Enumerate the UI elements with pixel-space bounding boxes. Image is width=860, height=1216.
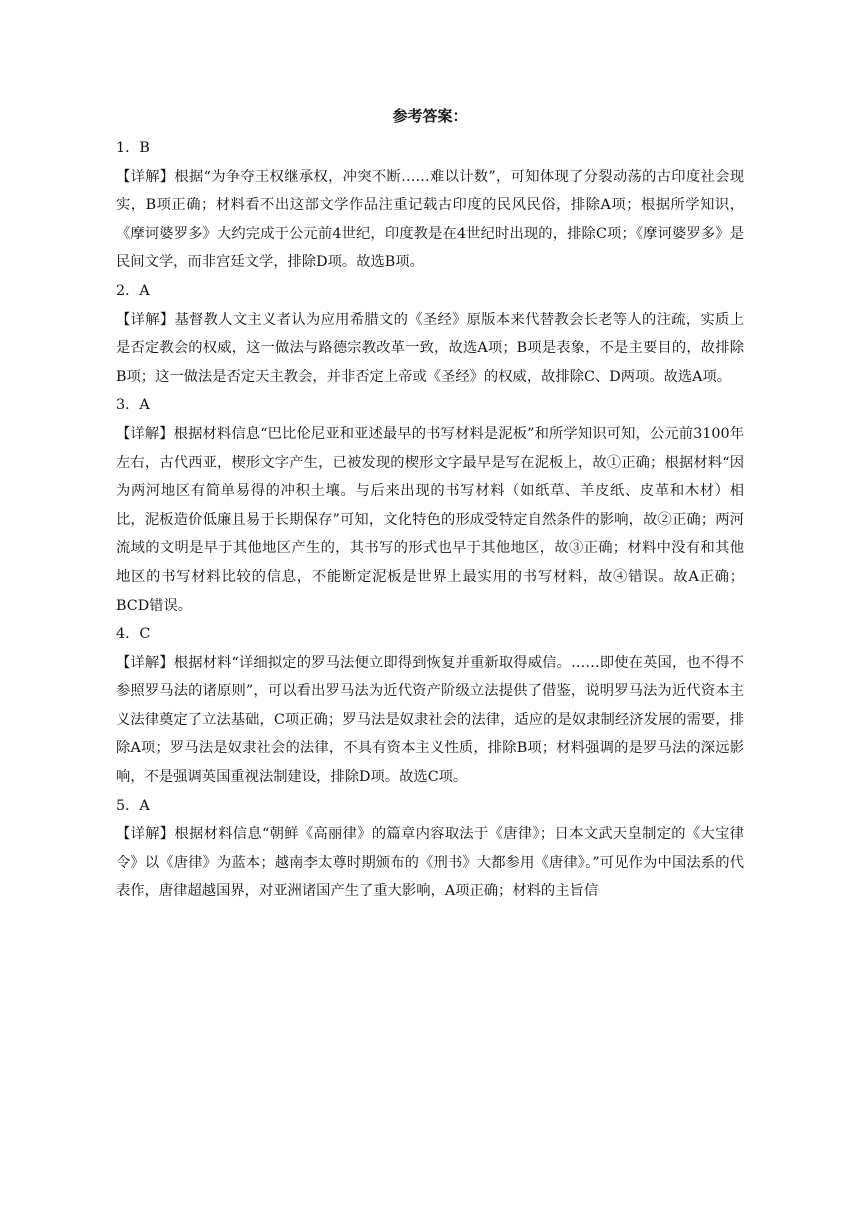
answer-explanation: 【详解】根据材料信息“巴比伦尼亚和亚述最早的书写材料是泥板”和所学知识可知，公元前3100年左右，古代西亚，楔形文字产生，已被发现的楔形文字最早是写在泥板上，故①正确；根据材料“因为两河地区有简单易得的冲积土壤。与后来出现的书写材料（如纸草、羊皮纸、皮革和木材）相比，泥板造价低廉且易于长期保存”可知，文化特色的形成受特定自然条件的影响，故②正确；两河流域的文明是早于其他地区产生的，其书写的形式也早于其他地区，故③正确；材料中没有和其他地区的书写材料比较的信息，不能断定泥板是世界上最实用的书写材料，故④错误。故A正确；BCD错误。 [116, 425, 744, 614]
answer-number: 2．A [116, 282, 150, 299]
answer-list [116, 134, 744, 906]
answer-key-title: 参考答案： [392, 107, 468, 125]
answer-number: 3．A [116, 397, 150, 414]
answer-explanation: 【详解】基督教人文主义者认为应用希腊文的《圣经》原版本来代替教会长老等人的注疏，实质上是否定教会的权威，这一做法与路德宗教改革一致，故选A项；B项是表象，不是主要目的，故排除B项；这一做法是否定天主教会，并非否定上帝或《圣经》的权威，故排除C、D两项。故选A项。 [116, 311, 744, 385]
answer-number: 4．C [116, 626, 151, 643]
answer-number: 5．A [116, 797, 150, 814]
answer-explanation: 【详解】根据材料信息“朝鲜《高丽律》的篇章内容取法于《唐律》；日本文武天皇制定的《大宝律令》以《唐律》为蓝本；越南李太尊时期颁布的《刑书》大都参用《唐律》。”可见作为中国法系的代表作，唐律超越国界，对亚洲诸国产生了重大影响，A项正确；材料的主旨信 [116, 826, 744, 900]
answer-number: 1．B [116, 140, 150, 156]
answer-explanation: 【详解】根据材料“详细拟定的罗马法便立即得到恢复并重新取得威信。……即使在英国，也不得不参照罗马法的诸原则”，可以看出罗马法为近代资产阶级立法提供了借鉴，说明罗马法为近代资本主义法律奠定了立法基础，C项正确；罗马法是奴隶社会的法律，适应的是奴隶制经济发展的需要，排除A项；罗马法是奴隶社会的法律，不具有资本主义性质，排除B项；材料强调的是罗马法的深远影响，不是强调英国重视法制建设，排除D项。故选C项。 [116, 654, 744, 786]
answer-explanation: 【详解】根据“为争夺王权继承权，冲突不断……难以计数”，可知体现了分裂动荡的古印度社会现实，B项正确；材料看不出这部文学作品注重记载古印度的民风民俗，排除A项；根据所学知识，《摩诃婆罗多》大约完成于公元前4世纪，印度教是在4世纪时出现的，排除C项；《摩诃婆罗多》是民间文学，而非宫廷文学，排除D项。故选B项。 [116, 168, 744, 271]
